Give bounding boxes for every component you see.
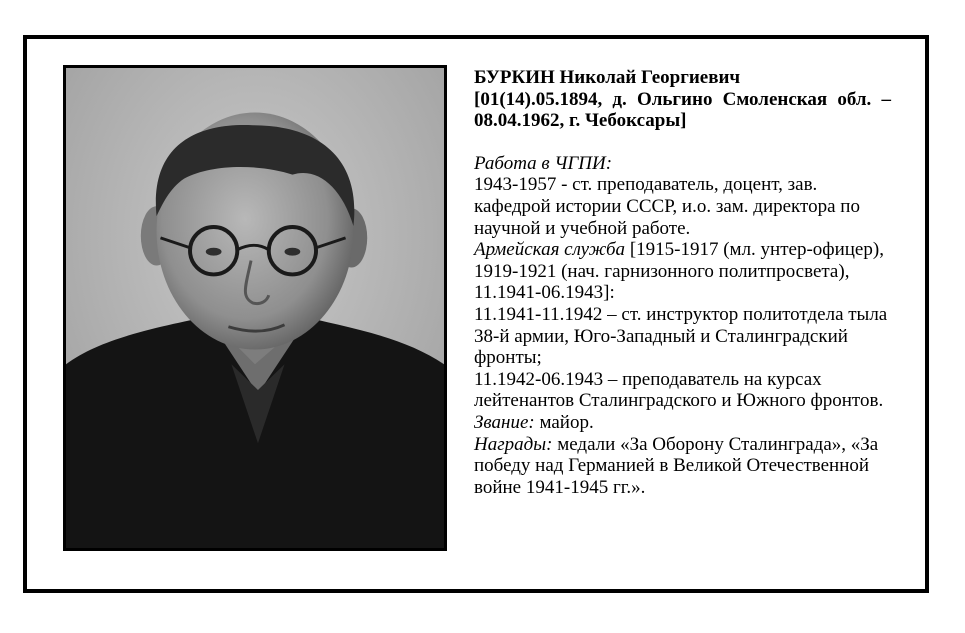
person-header bbox=[474, 67, 891, 132]
work-text: 1943-1957 - ст. преподаватель, доцент, зав. кафедрой истории СССР, и.о. зам. директора по научной и учебной работе. bbox=[474, 174, 860, 239]
rank-section bbox=[474, 412, 891, 434]
awards-value: медали «За Оборону Сталинграда», «За победу над Германией в Великой Отечественной войне 1941-1945 гг.». bbox=[474, 433, 879, 498]
person-dates: [01(14).05.1894, д. Ольгино Смоленская обл. – 08.04.1962, г. Чебоксары] bbox=[474, 88, 891, 132]
army-entry-2: 11.1942-06.1943 – преподаватель на курсах лейтенантов Сталинградского и Южного фронтов. bbox=[474, 368, 884, 412]
awards-section bbox=[474, 434, 891, 499]
biography-card bbox=[23, 35, 929, 593]
work-label: Работа в ЧГПИ: bbox=[474, 152, 613, 174]
biography-text bbox=[474, 67, 891, 498]
rank-label: Звание: bbox=[474, 411, 535, 433]
portrait-image bbox=[66, 68, 444, 548]
army-label: Армейская служба bbox=[474, 239, 626, 261]
army-section bbox=[474, 239, 891, 304]
rank-value: майор. bbox=[534, 411, 594, 433]
army-entry-1: 11.1941-11.1942 – ст. инструктор политотдела тыла 38-й армии, Юго-Западный и Сталинградский фронты; bbox=[474, 303, 888, 369]
army-summary: [1915-1917 (мл. унтер-офицер), 1919-1921 (нач. гарнизонного политпросвета), 11.1941-06.1943]: bbox=[474, 239, 884, 304]
portrait-photo bbox=[63, 65, 447, 551]
person-name: БУРКИН Николай Георгиевич bbox=[474, 67, 741, 88]
awards-label: Награды: bbox=[474, 433, 553, 455]
work-section bbox=[474, 153, 891, 239]
